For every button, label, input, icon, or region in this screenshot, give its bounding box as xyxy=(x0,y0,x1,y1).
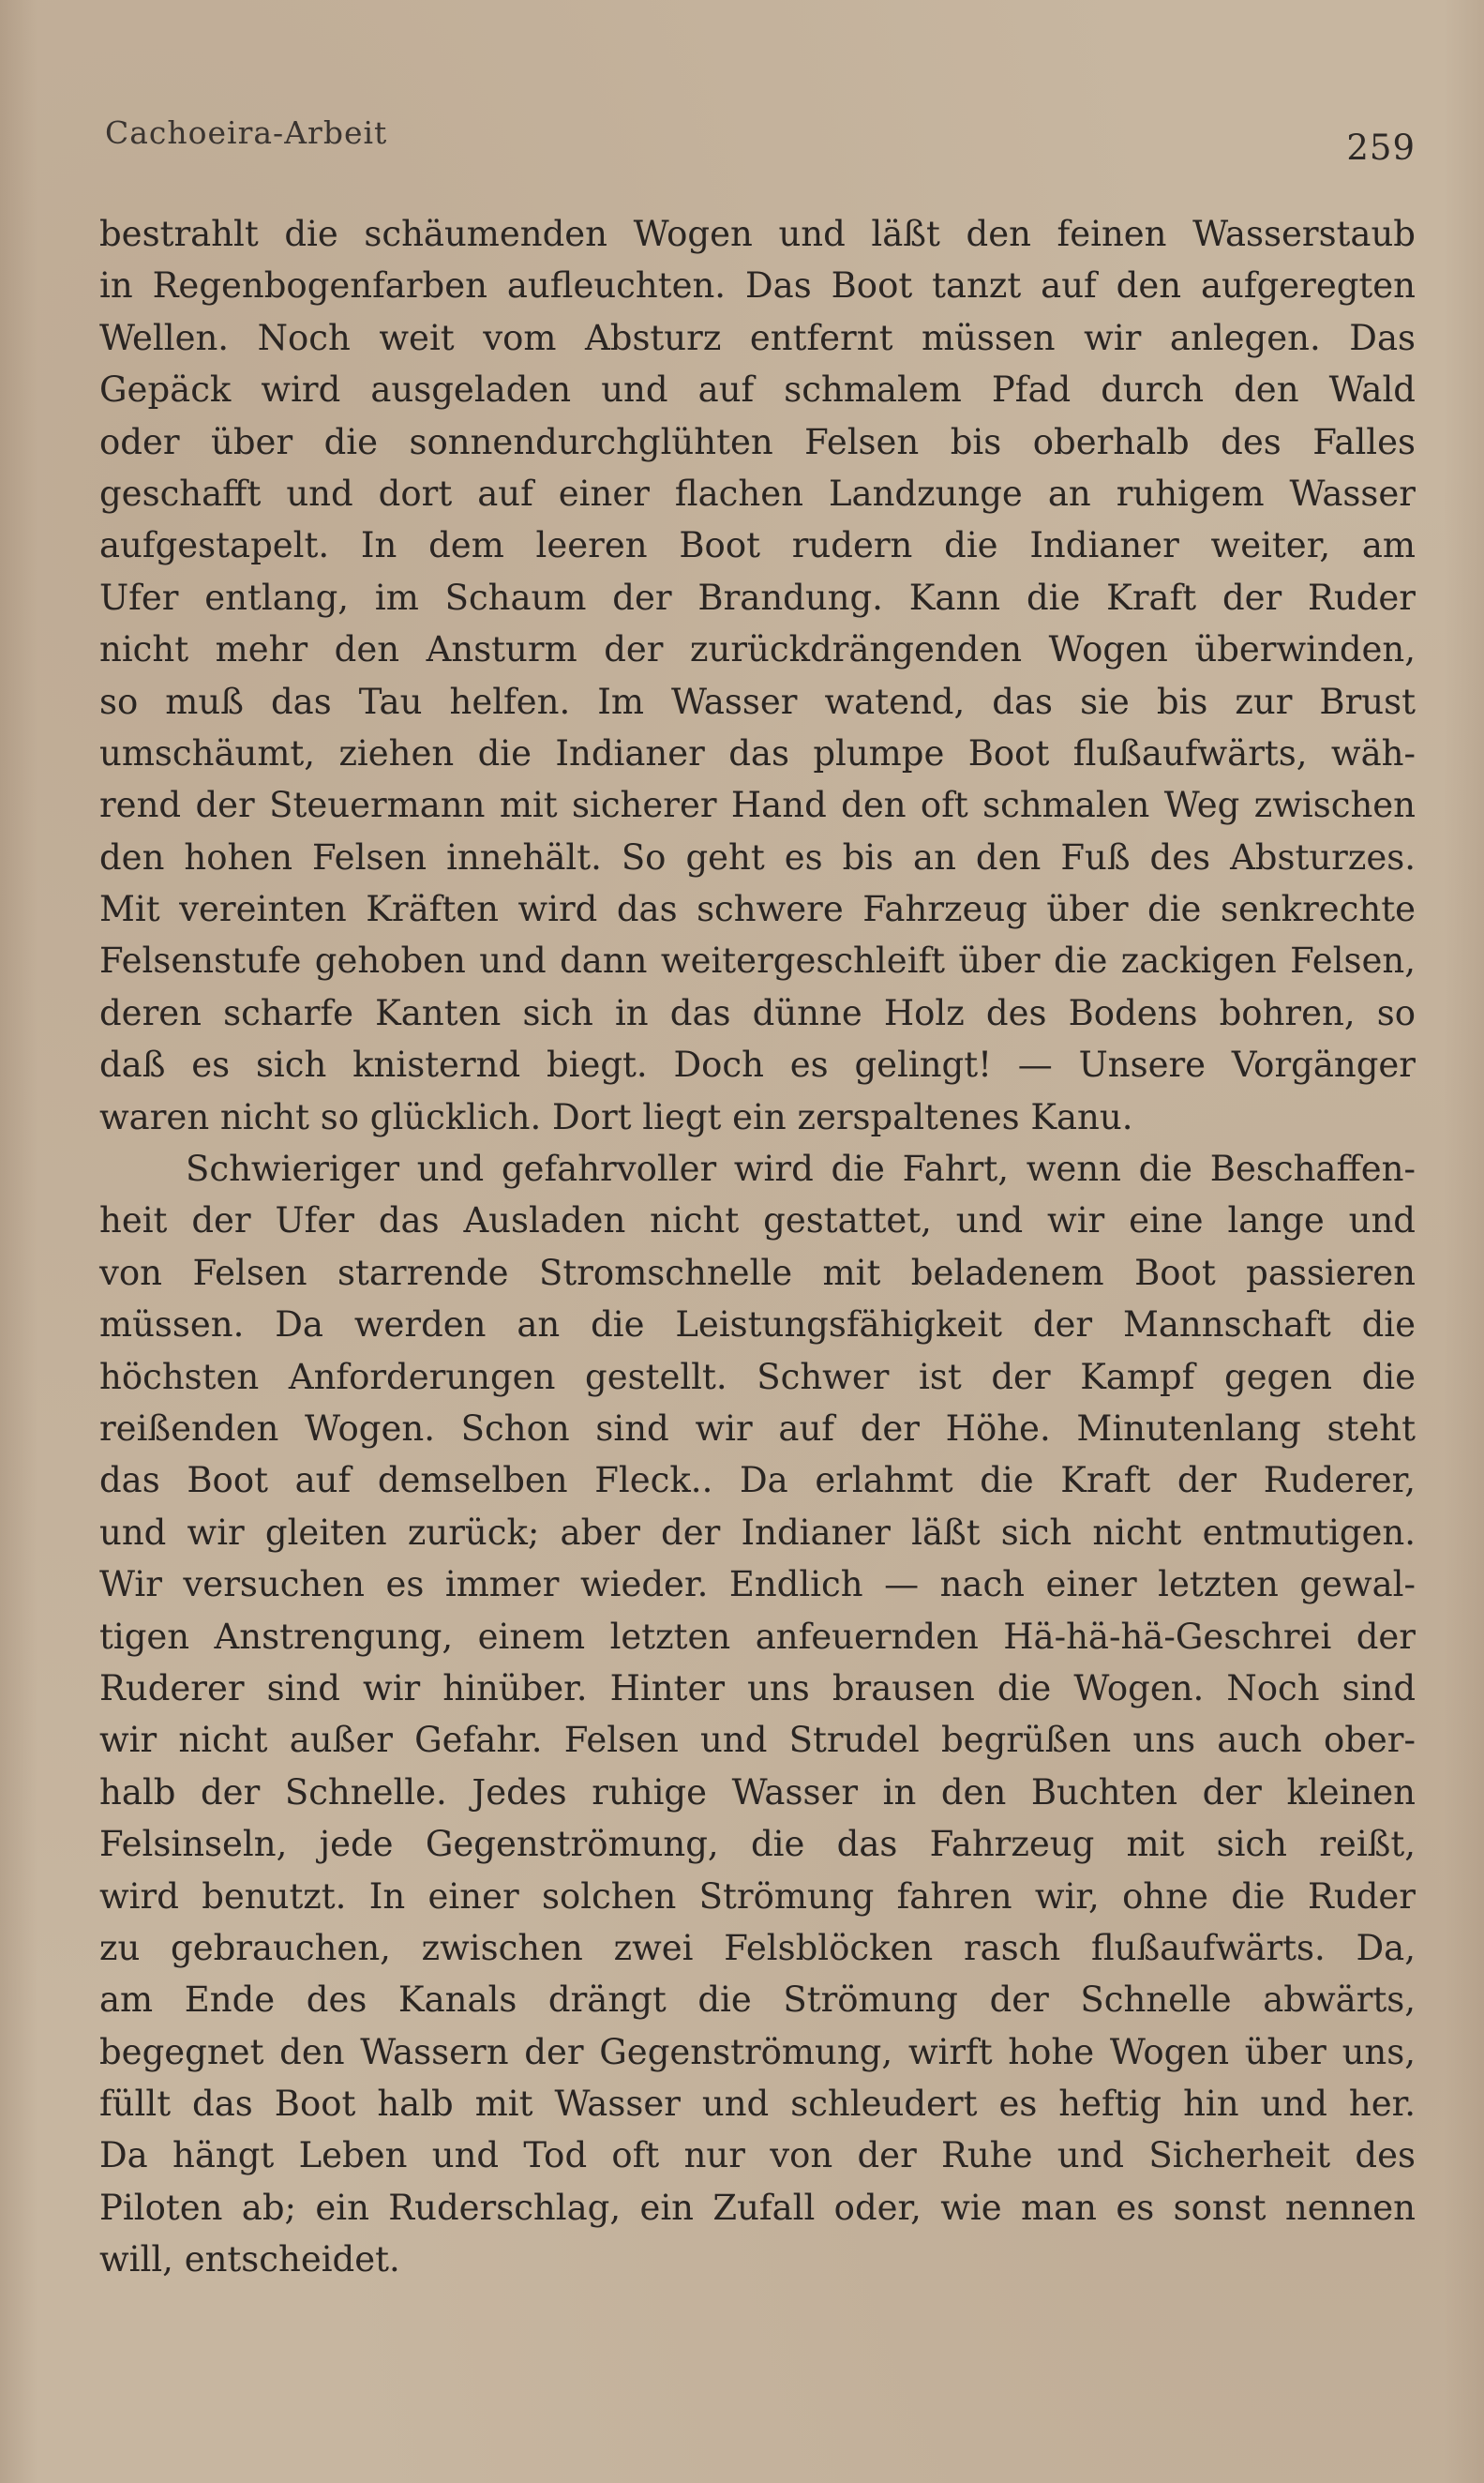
text-line: waren nicht so glücklich. Dort liegt ein zerspaltenes Kanu. xyxy=(99,1096,1133,1137)
text-line: halb der Schnelle. Jedes ruhige Wasser in den Buchten der kleinen xyxy=(99,1771,1416,1813)
text-line: aufgestapelt. In dem leeren Boot rudern die Indianer weiter, am xyxy=(99,525,1416,566)
text-line: Piloten ab; ein Ruderschlag, ein Zufall oder, wie man es sonst nennen xyxy=(99,2187,1416,2228)
text-line: deren scharfe Kanten sich in das dünne Holz des Bodens bohren, so xyxy=(99,992,1416,1033)
text-line: das Boot auf demselben Fleck.. Da erlahmt die Kraft der Ruderer, xyxy=(99,1460,1416,1501)
body-text xyxy=(99,208,1416,2286)
running-head xyxy=(105,114,1416,171)
text-line: rend der Steuermann mit sicherer Hand den oft schmalen Weg zwischen xyxy=(99,785,1416,826)
paragraph-1 xyxy=(99,208,1416,1143)
text-line: umschäumt, ziehen die Indianer das plumpe Boot flußaufwärts, wäh- xyxy=(99,732,1416,774)
text-line: reißenden Wogen. Schon sind wir auf der Höhe. Minutenlang steht xyxy=(99,1407,1416,1449)
text-line: will, entscheidet. xyxy=(99,2239,400,2280)
page-number: 259 xyxy=(1346,128,1416,168)
text-line: wir nicht außer Gefahr. Felsen und Strudel begrüßen uns auch ober- xyxy=(99,1720,1416,1761)
text-line: Wir versuchen es immer wieder. Endlich — nach einer letzten gewal- xyxy=(99,1564,1416,1605)
text-line: höchsten Anforderungen gestellt. Schwer ist der Kampf gegen die xyxy=(99,1356,1416,1397)
text-line: müssen. Da werden an die Leistungsfähigkeit der Mannschaft die xyxy=(99,1304,1416,1346)
paragraph-2 xyxy=(99,1143,1416,2286)
text-line: nicht mehr den Ansturm der zurückdrängenden Wogen überwinden, xyxy=(99,629,1416,670)
text-line: oder über die sonnendurchglühten Felsen bis oberhalb des Falles xyxy=(99,421,1416,462)
text-line: füllt das Boot halb mit Wasser und schleudert es heftig hin und her. xyxy=(99,2084,1416,2125)
text-line: von Felsen starrende Stromschnelle mit beladenem Boot passieren xyxy=(99,1252,1416,1293)
text-line: Mit vereinten Kräften wird das schwere Fahrzeug über die senkrechte xyxy=(99,889,1416,930)
text-line: wird benutzt. In einer solchen Strömung fahren wir, ohne die Ruder xyxy=(99,1875,1416,1917)
text-line: begegnet den Wassern der Gegenströmung, wirft hohe Wogen über uns, xyxy=(99,2031,1416,2072)
text-line: geschafft und dort auf einer flachen Landzunge an ruhigem Wasser xyxy=(99,473,1416,514)
text-line: tigen Anstrengung, einem letzten anfeuernden Hä-hä-hä-Geschrei der xyxy=(99,1616,1416,1657)
text-line: am Ende des Kanals drängt die Strömung der Schnelle abwärts, xyxy=(99,1979,1416,2021)
text-line: Da hängt Leben und Tod oft nur von der Ruhe und Sicherheit des xyxy=(99,2135,1416,2176)
text-line: den hohen Felsen innehält. So geht es bis an den Fuß des Absturzes. xyxy=(99,836,1416,878)
text-line: und wir gleiten zurück; aber der Indianer läßt sich nicht entmutigen. xyxy=(99,1512,1416,1553)
text-line: heit der Ufer das Ausladen nicht gestattet, und wir eine lange und xyxy=(99,1200,1416,1242)
text-line: zu gebrauchen, zwischen zwei Felsblöcken rasch flußaufwärts. Da, xyxy=(99,1927,1416,1968)
text-line: Felsenstufe gehoben und dann weitergeschleift über die zackigen Felsen, xyxy=(99,941,1416,982)
text-line: in Regenbogenfarben aufleuchten. Das Boot tanzt auf den aufgeregten xyxy=(99,265,1416,307)
text-line: so muß das Tau helfen. Im Wasser watend, das sie bis zur Brust xyxy=(99,681,1416,722)
running-title: Cachoeira-Arbeit xyxy=(105,114,388,151)
text-line: bestrahlt die schäumenden Wogen und läßt den feinen Wasserstaub xyxy=(99,214,1416,254)
text-line: Ruderer sind wir hinüber. Hinter uns brausen die Wogen. Noch sind xyxy=(99,1667,1416,1708)
text-line: daß es sich knisternd biegt. Doch es gelingt! — Unsere Vorgänger xyxy=(99,1045,1416,1086)
text-line: Schwieriger und gefahrvoller wird die Fahrt, wenn die Beschaffen- xyxy=(186,1149,1416,1190)
text-line: Wellen. Noch weit vom Absturz entfernt müssen wir anlegen. Das xyxy=(99,317,1416,358)
text-line: Felsinseln, jede Gegenströmung, die das Fahrzeug mit sich reißt, xyxy=(99,1824,1416,1865)
text-line: Gepäck wird ausgeladen und auf schmalem Pfad durch den Wald xyxy=(99,369,1416,411)
text-line: Ufer entlang, im Schaum der Brandung. Kann die Kraft der Ruder xyxy=(99,577,1416,618)
